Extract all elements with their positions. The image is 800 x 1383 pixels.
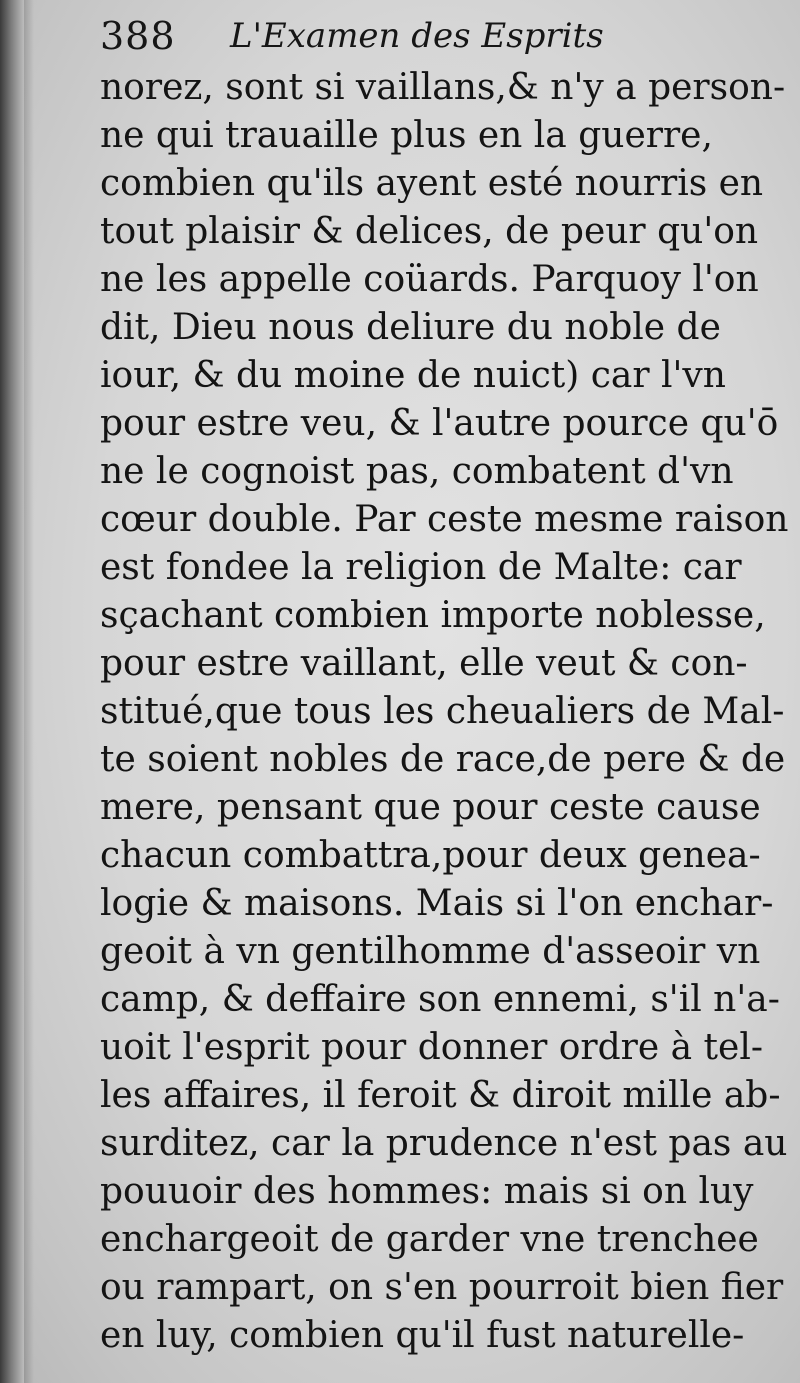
text-line: pour estre veu, & l'autre pource qu'ō xyxy=(100,403,779,444)
text-line: norez, sont si vaillans,& n'y a person- xyxy=(100,67,786,108)
text-line: est fondee la religion de Malte: car xyxy=(100,547,742,588)
text-line: les affaires, il feroit & diroit mille ab- xyxy=(100,1075,781,1116)
text-line: uoit l'esprit pour donner ordre à tel- xyxy=(100,1027,763,1068)
text-line: ne qui trauaille plus en la guerre, xyxy=(100,115,713,156)
text-line: ne le cognoist pas, combatent d'vn xyxy=(100,451,734,492)
text-line: combien qu'ils ayent esté nourris en xyxy=(100,163,764,204)
text-line: pour estre vaillant, elle veut & con- xyxy=(100,643,748,684)
text-line: surditez, car la prudence n'est pas au xyxy=(100,1123,788,1164)
text-line: enchargeoit de garder vne trenchee xyxy=(100,1219,759,1260)
text-line: stitué,que tous les cheualiers de Mal- xyxy=(100,691,785,732)
page-number: 388 xyxy=(100,14,176,58)
text-line: pouuoir des hommes: mais si on luy xyxy=(100,1171,754,1212)
text-line: ne les appelle coüards. Parquoy l'on xyxy=(100,259,759,300)
text-line: dit, Dieu nous deliure du noble de xyxy=(100,307,721,348)
running-title: L'Examen des Esprits xyxy=(230,16,604,56)
text-line: iour, & du moine de nuict) car l'vn xyxy=(100,355,726,396)
text-line: sçachant combien importe noblesse, xyxy=(100,595,766,636)
text-line: cœur double. Par ceste mesme raison xyxy=(100,499,789,540)
text-line: ou rampart, on s'en pourroit bien fier xyxy=(100,1267,784,1308)
body-text xyxy=(100,64,789,1360)
text-line: en luy, combien qu'il fust naturelle- xyxy=(100,1315,745,1356)
text-line: tout plaisir & delices, de peur qu'on xyxy=(100,211,759,252)
text-line: logie & maisons. Mais si l'on enchar- xyxy=(100,883,774,924)
text-line: chacun combattra,pour deux genea- xyxy=(100,835,761,876)
page-header xyxy=(100,10,660,66)
text-line: geoit à vn gentilhomme d'asseoir vn xyxy=(100,931,761,972)
text-line: camp, & deffaire son ennemi, s'il n'a- xyxy=(100,979,780,1020)
text-line: mere, pensant que pour ceste cause xyxy=(100,787,761,828)
text-line: te soient nobles de race,de pere & de xyxy=(100,739,786,780)
